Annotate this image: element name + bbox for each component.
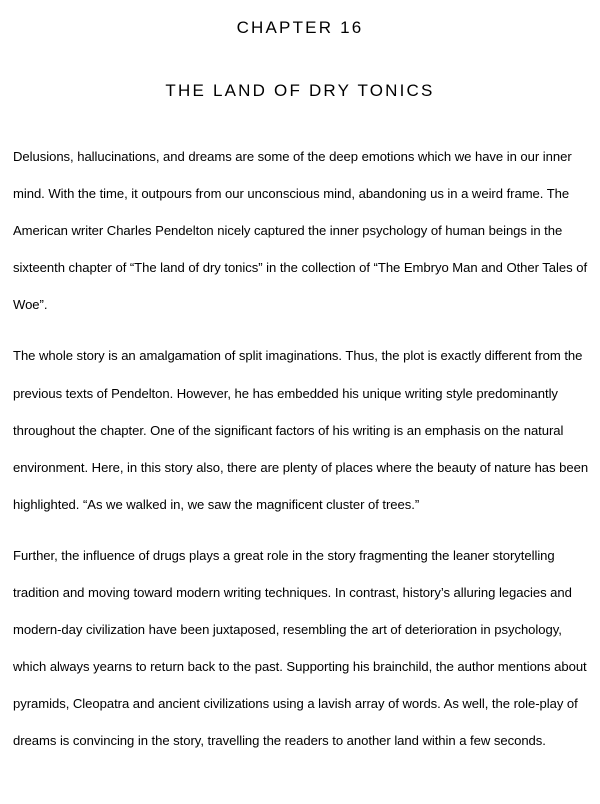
chapter-number: CHAPTER 16 — [236, 18, 364, 37]
paragraph-1: Delusions, hallucinations, and dreams are some of the deep emotions which we have in our inner mind. With the time, it outpours from our unconscious mind, abandoning us in a weird frame. The American writer Charles Pendelton nicely captured the inner psychology of human beings in the sixteenth chapter of “The land of dry tonics” in the collection of “The Embryo Man and Other Tales of Woe”. — [13, 149, 588, 313]
chapter-title: THE LAND OF DRY TONICS — [165, 81, 435, 100]
body-text — [13, 138, 593, 774]
paragraph-2: The whole story is an amalgamation of split imaginations. Thus, the plot is exactly different from the previous texts of Pendelton. However, he has embedded his unique writing style predominantly throughout the chapter. One of the significant factors of his writing is an emphasis on the natural environment. Here, in this story also, there are plenty of places where the beauty of nature has been highlighted. “As we walked in, we saw the magnificent cluster of trees.” — [13, 348, 589, 512]
paragraph-3: Further, the influence of drugs plays a great role in the story fragmenting the leaner storytelling tradition and moving toward modern writing techniques. In contrast, history’s alluring legacies and modern-day civilization have been juxtaposed, resembling the art of deterioration in psychology, which always yearns to return back to the past. Supporting his brainchild, the author mentions about pyramids, Cleopatra and ancient civilizations using a lavish array of words. As well, the role-play of dreams is convincing in the story, travelling the readers to another land within a few seconds. — [13, 547, 587, 749]
